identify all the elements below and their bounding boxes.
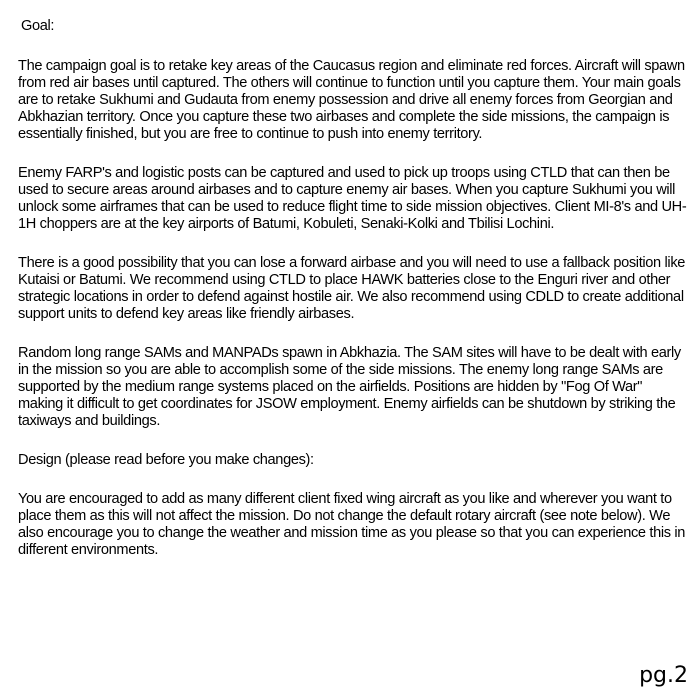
campaign-goal-paragraph: The campaign goal is to retake key areas of the Caucasus region and eliminate red forces. Aircraft will spawn from red air bases until captured. The others will continue to function until you capture them. Your main goals are to retake Sukhumi and Gudauta from enemy possession and drive all enemy forces from Georgian and Abkhazian territory. Once you capture these two airbases and complete the side missions, the campaign is essentially finished, but you are free to continue to push into enemy territory. (18, 58, 685, 142)
design-paragraph: You are encouraged to add as many different client fixed wing aircraft as you like and wherever you want to place them as this will not affect the mission. Do not change the default rotary aircraft (see note below). We also encourage you to change the weather and mission time as you please so that you can experience this in different environments. (18, 491, 686, 558)
goal-heading: Goal: (21, 18, 55, 34)
fallback-position-paragraph: There is a good possibility that you can lose a forward airbase and you will need to use a fallback position like Kutaisi or Batumi. We recommend using CTLD to place HAWK batteries close to the Enguri river and other strategic locations in order to defend against hostile air. We also recommend using CDLD to create additional support units to defend key areas like friendly airbases. (18, 255, 686, 322)
document-body (18, 18, 688, 581)
sam-threat-paragraph: Random long range SAMs and MANPADs spawn in Abkhazia. The SAM sites will have to be dealt with early in the mission so you are able to accomplish some of the side missions. The enemy long range SAMs are supported by the medium range systems placed on the airfields. Positions are hidden by "Fog Of War" making it difficult to get coordinates for JSOW employment. Enemy airfields can be shutdown by striking the taxiways and buildings. (18, 345, 681, 429)
farp-logistics-paragraph: Enemy FARP's and logistic posts can be captured and used to pick up troops using CTLD that can then be used to secure areas around airbases and to capture enemy air bases. When you capture Sukhumi you will unlock some airframes that can be used to reduce flight time to side mission objectives. Client MI-8's and UH-1H choppers are at the key airports of Batumi, Kobuleti, Senaki-Kolki and Tbilisi Lochini. (18, 165, 687, 232)
page-number: pg.2 (639, 663, 688, 688)
design-heading: Design (please read before you make changes): (18, 452, 314, 468)
